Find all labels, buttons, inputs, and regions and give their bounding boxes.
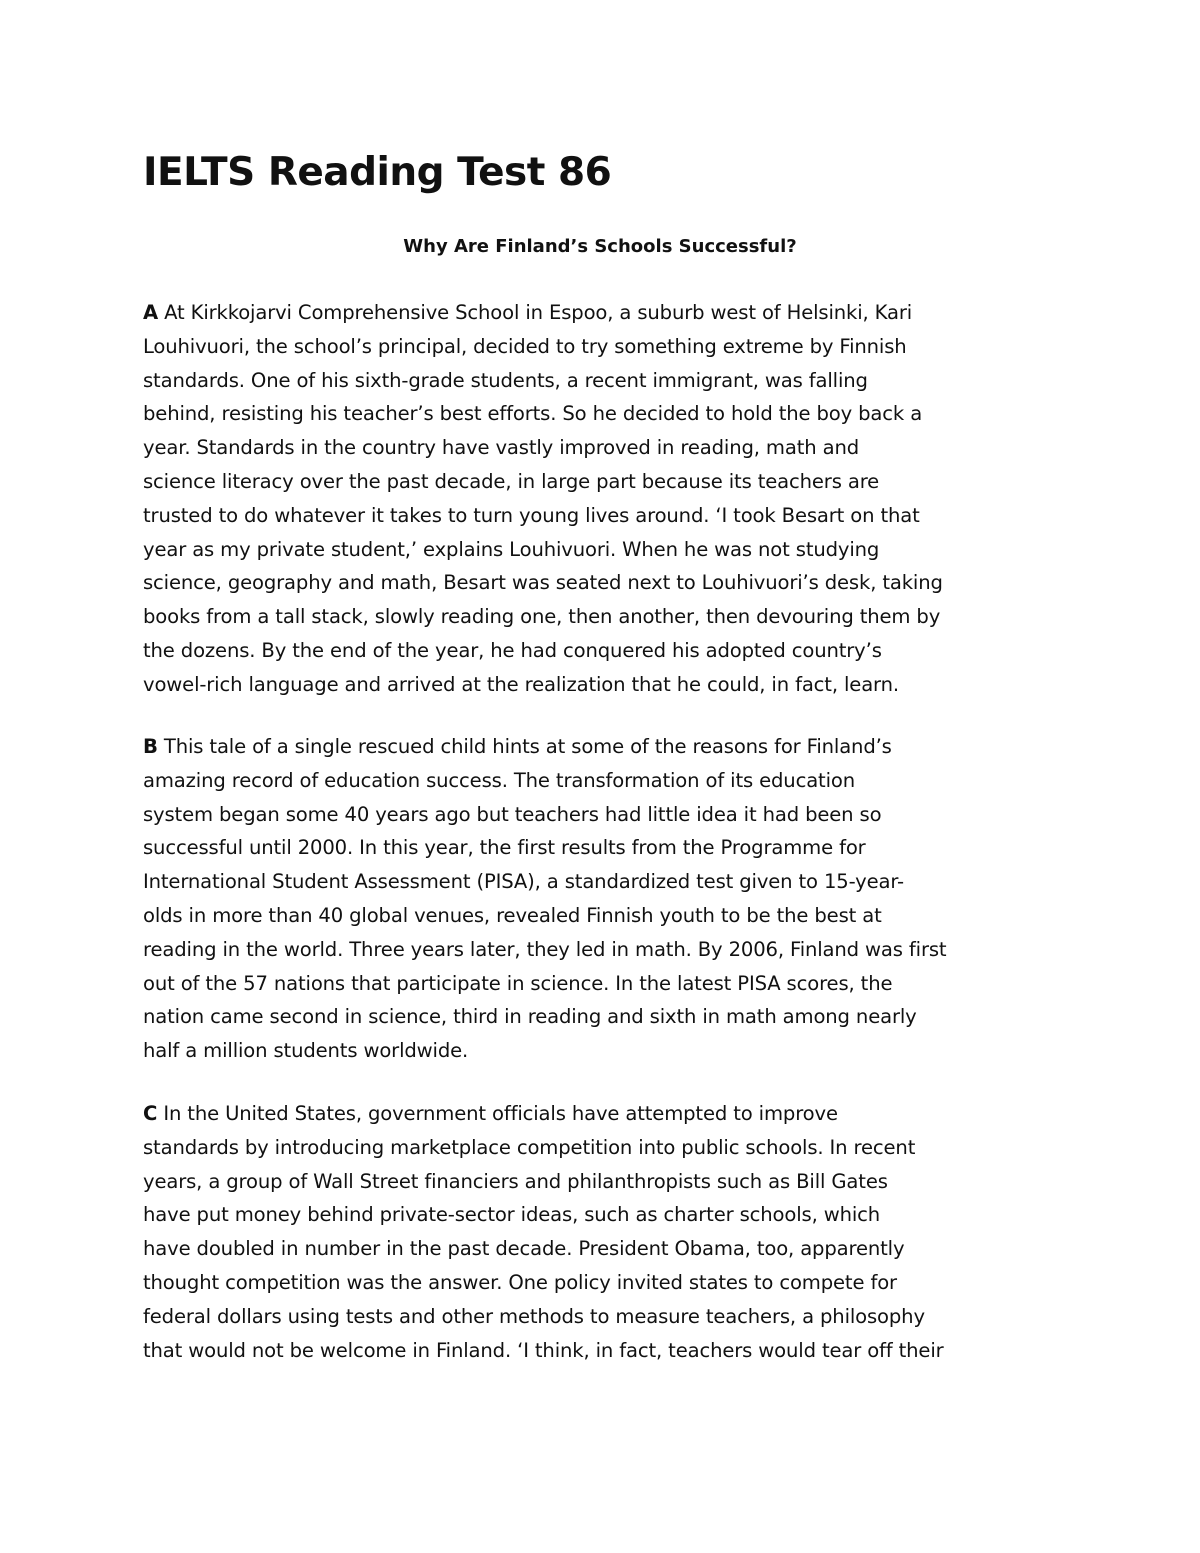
paragraph-line <box>143 364 943 398</box>
line-text: amazing record of education success. The transformation of its education <box>143 768 855 792</box>
paragraph-letter: C <box>143 1102 158 1125</box>
paragraph-line <box>143 1232 944 1266</box>
paragraph-line <box>143 1165 944 1199</box>
line-text: thought competition was the answer. One policy invited states to compete for <box>143 1270 897 1294</box>
line-text: standards by introducing marketplace competition into public schools. In recent <box>143 1135 916 1159</box>
line-text: behind, resisting his teacher’s best efforts. So he decided to hold the boy back a <box>143 402 923 426</box>
line-text: books from a tall stack, slowly reading one, then another, then devouring them by <box>143 605 941 629</box>
paragraph-line <box>143 764 946 798</box>
paragraph-line <box>143 1131 944 1165</box>
line-text: have doubled in number in the past decade. President Obama, too, apparently <box>143 1237 905 1261</box>
paragraph-line <box>143 730 946 764</box>
paragraph-line <box>143 600 943 634</box>
line-text: years, a group of Wall Street financiers and philanthropists such as Bill Gates <box>143 1169 888 1193</box>
paragraph-line <box>143 533 943 567</box>
paragraph-line <box>143 933 946 967</box>
line-text: International Student Assessment (PISA), a standardized test given to 15-year- <box>143 870 904 894</box>
paragraph-line <box>143 831 946 865</box>
line-text: have put money behind private-sector ideas, such as charter schools, which <box>143 1203 881 1227</box>
paragraph-line <box>143 330 943 364</box>
paragraph-letter: B <box>143 735 158 758</box>
paragraph-a <box>143 296 943 702</box>
paragraph-line <box>143 465 943 499</box>
passage-title: Why Are Finland’s Schools Successful? <box>403 236 797 257</box>
paragraph-line <box>143 1266 944 1300</box>
line-text: science, geography and math, Besart was seated next to Louhivuori’s desk, taking <box>143 571 943 595</box>
line-text: reading in the world. Three years later, they led in math. By 2006, Finland was first <box>143 937 947 961</box>
paragraph-line <box>143 397 943 431</box>
line-text: olds in more than 40 global venues, revealed Finnish youth to be the best at <box>143 903 882 927</box>
paragraph-line <box>143 634 943 668</box>
line-text: In the United States, government officials have attempted to improve <box>163 1102 838 1125</box>
line-text: half a million students worldwide. <box>143 1039 469 1063</box>
paragraph-line <box>143 1300 944 1334</box>
paragraph-c <box>143 1097 944 1367</box>
paragraph-line <box>143 431 943 465</box>
paragraph-line <box>143 296 943 330</box>
page-title: IELTS Reading Test 86 <box>143 150 612 195</box>
line-text: standards. One of his sixth-grade students, a recent immigrant, was falling <box>143 368 868 392</box>
line-text: Louhivuori, the school’s principal, decided to try something extreme by Finnish <box>143 334 907 358</box>
paragraph-line <box>143 798 946 832</box>
line-text: science literacy over the past decade, in large part because its teachers are <box>143 469 880 493</box>
paragraph-b <box>143 730 946 1068</box>
line-text: federal dollars using tests and other methods to measure teachers, a philosophy <box>143 1304 925 1328</box>
paragraph-line <box>143 566 943 600</box>
paragraph-line <box>143 1198 944 1232</box>
line-text: year. Standards in the country have vastly improved in reading, math and <box>143 436 859 460</box>
line-text: out of the 57 nations that participate in science. In the latest PISA scores, the <box>143 971 893 995</box>
paragraph-line <box>143 1097 944 1131</box>
paragraph-line <box>143 668 943 702</box>
paragraph-line <box>143 1034 946 1068</box>
paragraph-line <box>143 865 946 899</box>
paragraph-line <box>143 967 946 1001</box>
line-text: successful until 2000. In this year, the first results from the Programme for <box>143 836 866 860</box>
line-text: nation came second in science, third in reading and sixth in math among nearly <box>143 1005 917 1029</box>
line-text: This tale of a single rescued child hints at some of the reasons for Finland’s <box>163 735 892 758</box>
line-text: the dozens. By the end of the year, he had conquered his adopted country’s <box>143 638 882 662</box>
line-text: that would not be welcome in Finland. ‘I think, in fact, teachers would tear off their <box>143 1338 944 1362</box>
paragraph-line <box>143 1000 946 1034</box>
line-text: trusted to do whatever it takes to turn young lives around. ‘I took Besart on that <box>143 503 920 527</box>
paragraph-line <box>143 899 946 933</box>
paragraph-line <box>143 499 943 533</box>
paragraph-letter: A <box>143 301 159 324</box>
paragraph-line <box>143 1334 944 1368</box>
line-text: vowel-rich language and arrived at the realization that he could, in fact, learn. <box>143 672 899 696</box>
line-text: year as my private student,’ explains Louhivuori. When he was not studying <box>143 537 880 561</box>
line-text: system began some 40 years ago but teachers had little idea it had been so <box>143 802 882 826</box>
line-text: At Kirkkojarvi Comprehensive School in Espoo, a suburb west of Helsinki, Kari <box>164 301 913 324</box>
